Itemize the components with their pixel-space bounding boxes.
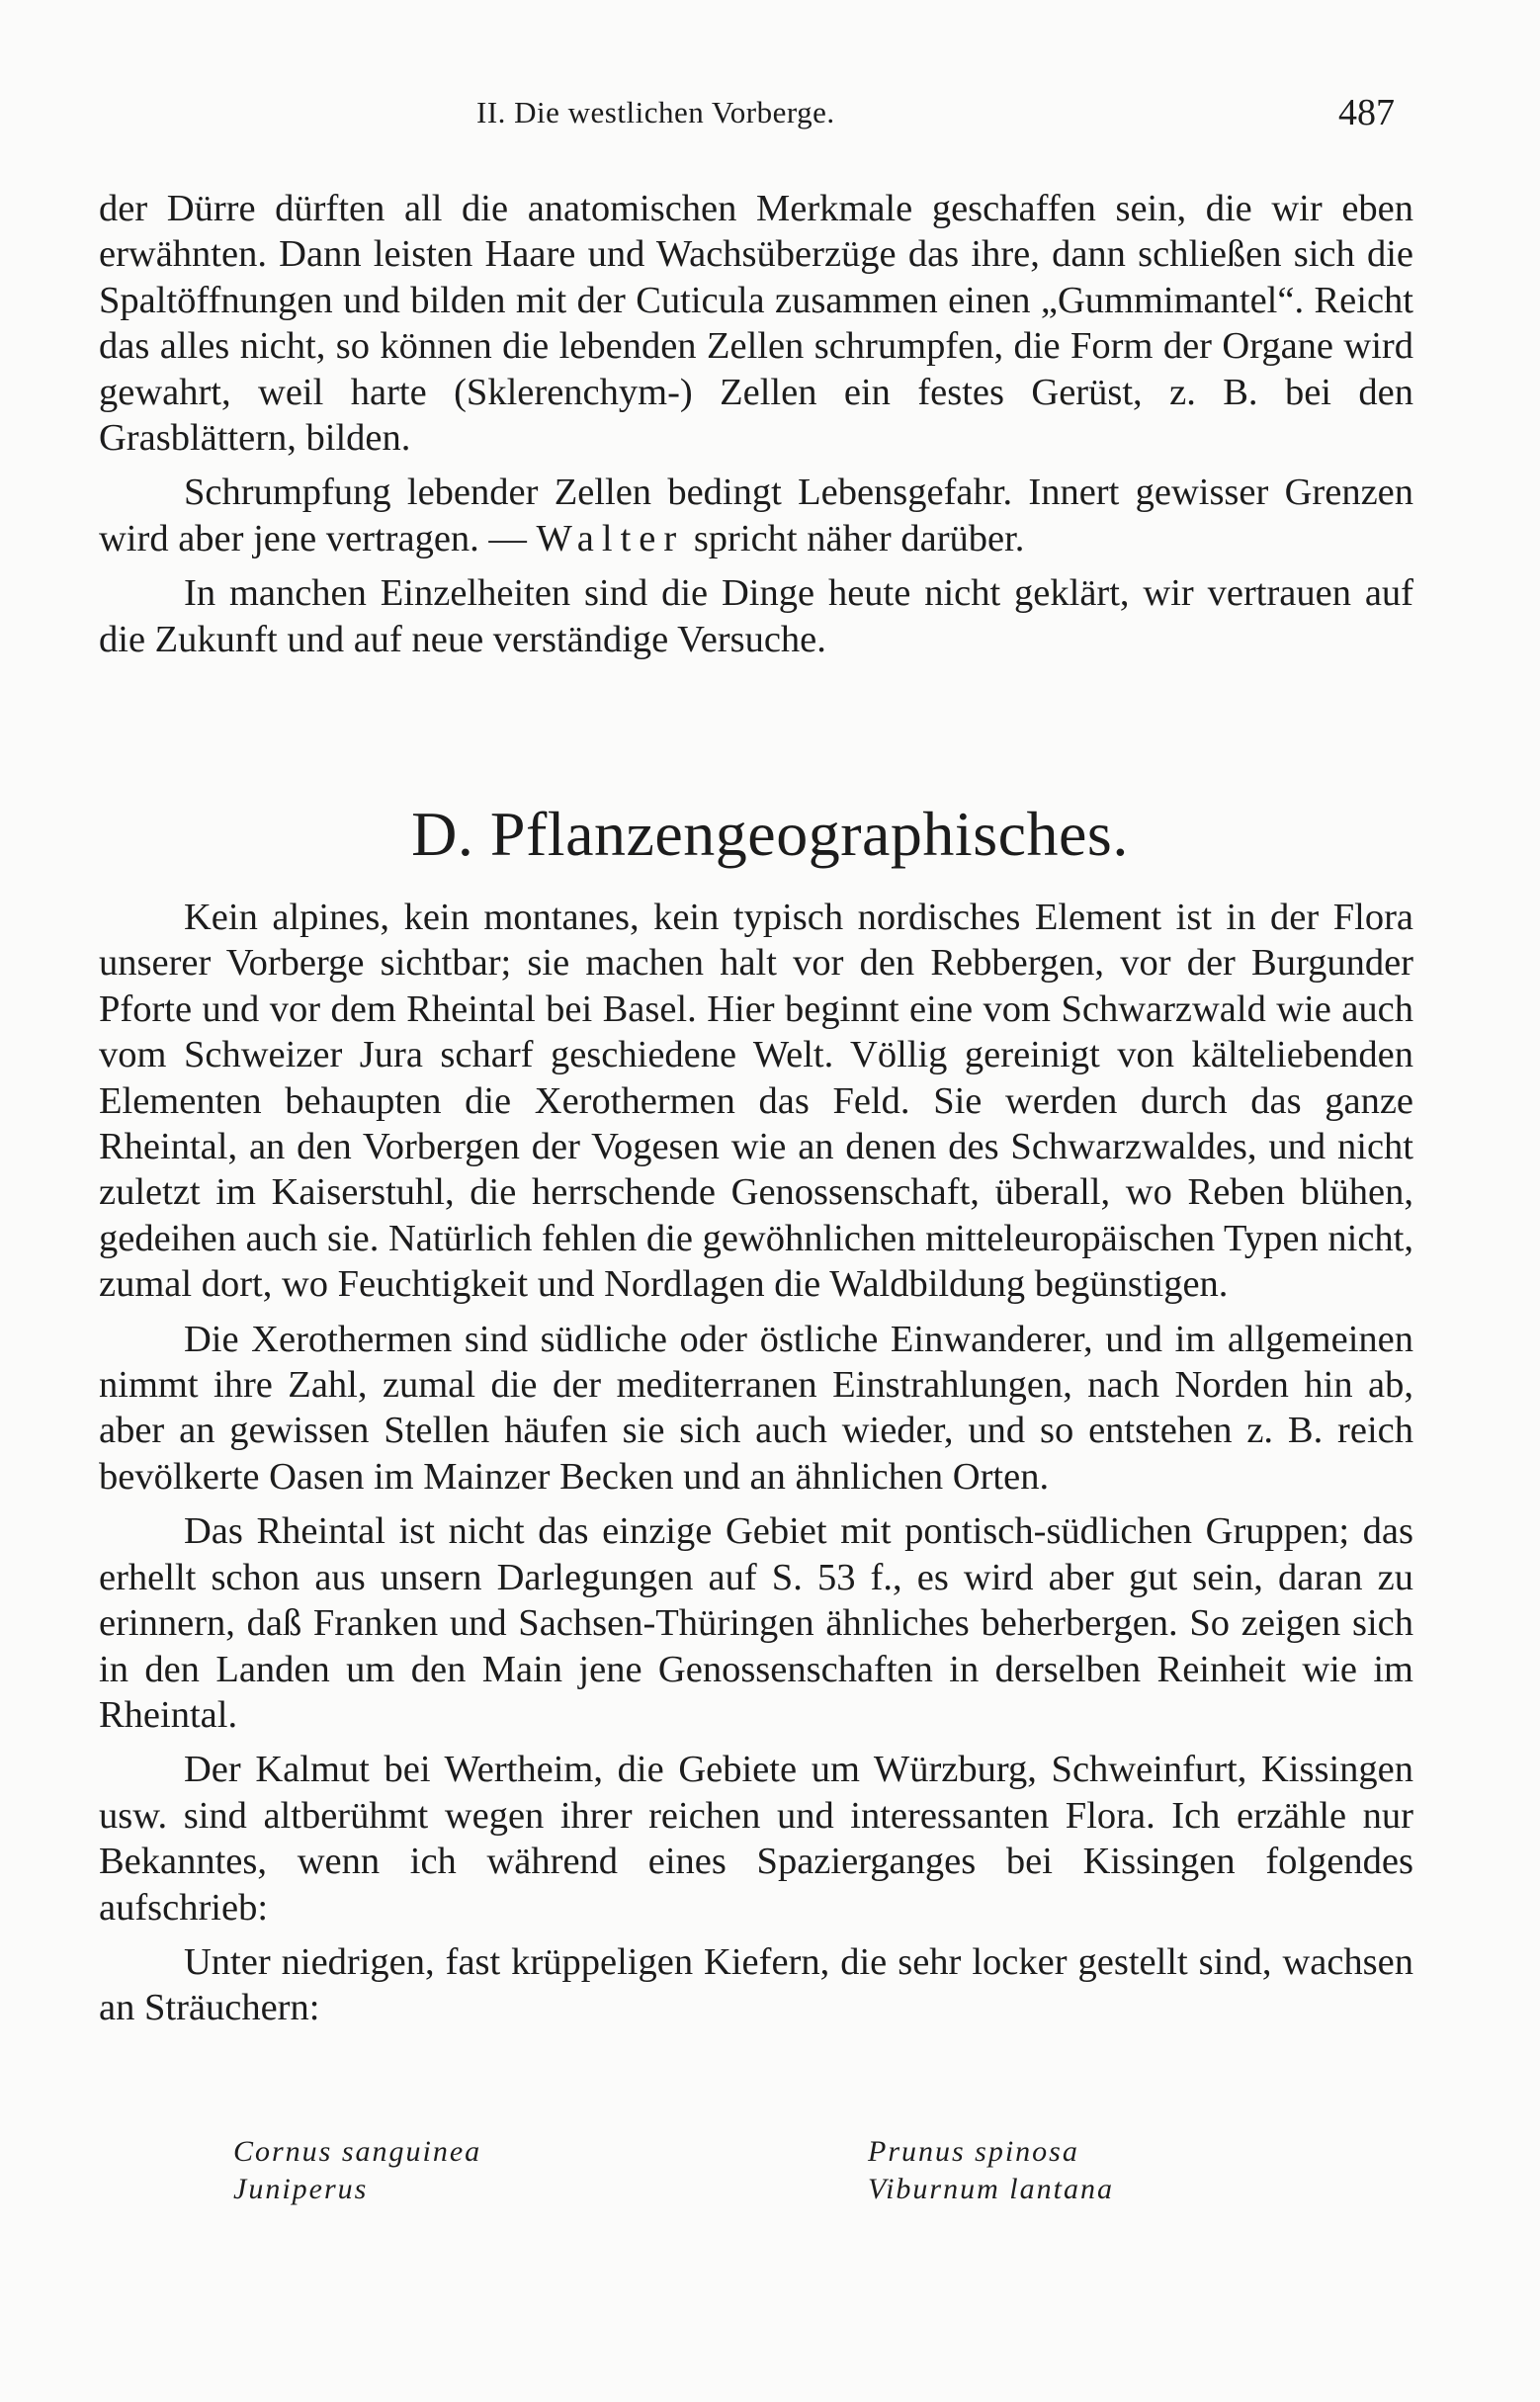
running-head	[0, 91, 1540, 140]
paragraph: Unter niedrigen, fast krüppeligen Kiefern, die sehr locker gestellt sind, wachsen an Sträuchern:	[99, 1940, 1413, 2029]
paragraph: Kein alpines, kein montanes, kein typisch nordisches Element ist in der Flora unserer Vorberge sichtbar; sie machen halt vor den Rebbergen, vor der Burgunder Pforte und vor dem Rheintal bei Basel. Hier beginnt eine vom Schwarzwald wie auch vom Schweizer Jura scharf geschiedene Welt. Völlig gereinigt von kälteliebenden Elementen behaupten die Xerothermen das Feld. Sie werden durch das ganze Rheintal, an den Vorbergen der Vogesen wie an denen des Schwarzwaldes, und nicht zuletzt im Kaiserstuhl, die herrschende Genossenschaft, überall, wo Reben blühen, gedeihen auch sie. Natürlich fehlen die gewöhnlichen mitteleuropäischen Typen nicht, zumal dort, wo Feuchtigkeit und Nordlagen die Waldbildung begünstigen.	[99, 897, 1413, 1306]
paragraph: In manchen Einzelheiten sind die Dinge heute nicht geklärt, wir vertrauen auf die Zukunft und auf neue verständige Versuche.	[99, 572, 1413, 660]
species-column-right	[868, 2133, 1114, 2208]
section-heading: D. Pflanzengeographisches.	[411, 799, 1129, 869]
paragraph-text: Schrumpfung lebender Zellen bedingt Lebensgefahr. Innert gewisser Grenzen wird aber jene vertragen. —	[99, 472, 1413, 559]
paragraph: Die Xerothermen sind südliche oder östliche Einwanderer, und im allgemeinen nimmt ihre Zahl, zumal die der mediterranen Einstrahlungen, nach Norden hin ab, aber an gewissen Stellen häufen sie sich auch wieder, und so entstehen z. B. reich bevölkerte Oasen im Mainzer Becken und an ähnlichen Orten.	[99, 1318, 1413, 1498]
species-column-left	[233, 2133, 481, 2208]
running-title: II. Die westlichen Vorberge.	[476, 95, 835, 129]
species-item: Prunus spinosa	[868, 2135, 1079, 2168]
paragraph: der Dürre dürften all die anatomischen Merkmale geschaffen sein, die wir eben erwähnten. Dann leisten Haare und Wachsüberzüge das ihre, dann schließen sich die Spaltöffnungen und bilden mit der Cuticula zusammen einen „Gummimantel“. Reicht das alles nicht, so können die lebenden Zellen schrumpfen, die Form der Organe wird gewahrt, weil harte (Sklerenchym-) Zellen ein festes Gerüst, z. B. bei den Grasblättern, bilden.	[99, 188, 1413, 460]
author-name: Walter	[536, 517, 685, 559]
species-item: Juniperus	[233, 2173, 369, 2205]
paragraph: Das Rheintal ist nicht das einzige Gebiet mit pontisch-südlichen Gruppen; das erhellt schon aus unsern Darlegungen auf S. 53 f., es wird aber gut sein, daran zu erinnern, daß Franken und Sachsen-Thüringen ähnliches beherbergen. So zeigen sich in den Landen um den Main jene Genossenschaften in derselben Reinheit wie im Rheintal.	[99, 1510, 1413, 1736]
section-body	[99, 895, 1413, 2040]
paragraph: Der Kalmut bei Wertheim, die Gebiete um Würzburg, Schweinfurt, Kissingen usw. sind altberühmt wegen ihrer reichen und interessanten Flora. Ich erzähle nur Bekanntes, wenn ich während eines Spazierganges bei Kissingen folgendes aufschrieb:	[99, 1749, 1413, 1929]
paragraph-walter	[99, 470, 1413, 561]
species-item: Cornus sanguinea	[233, 2135, 482, 2168]
paragraph-text: spricht näher darüber.	[684, 517, 1025, 559]
species-list	[0, 2133, 1540, 2232]
intro-text	[99, 186, 1413, 671]
page-number: 487	[1338, 92, 1395, 133]
species-item: Viburnum lantana	[868, 2173, 1114, 2205]
